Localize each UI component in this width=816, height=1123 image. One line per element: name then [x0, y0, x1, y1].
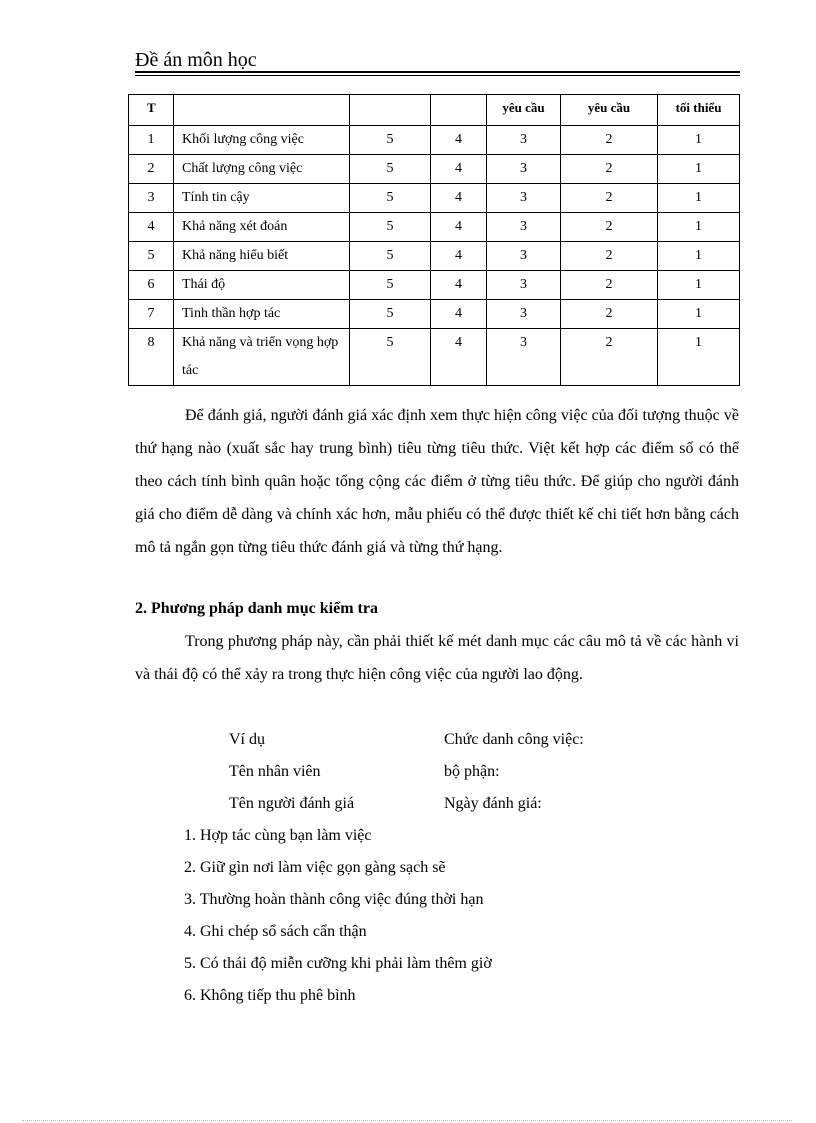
checklist-item: 1. Hợp tác cùng bạn làm việc — [184, 827, 372, 844]
score-cell: 1 — [658, 155, 740, 184]
checklist-item: 2. Giữ gìn nơi làm việc gọn gàng sạch sẽ — [184, 859, 446, 876]
row-number: 1 — [129, 126, 174, 155]
criterion-name: Khả năng hiểu biết — [174, 242, 350, 271]
score-cell: 4 — [431, 155, 487, 184]
score-cell: 3 — [487, 126, 561, 155]
criterion-name: Khả năng và triển vọng hợp tác — [174, 329, 350, 386]
row-number: 3 — [129, 184, 174, 213]
form-example-label: Ví dụ — [229, 731, 265, 748]
score-cell: 5 — [350, 242, 431, 271]
criterion-name: Chất lượng công việc — [174, 155, 350, 184]
paragraph-checklist-method: Trong phương pháp này, cần phải thiết kế mét danh mục các câu mô tả về các hành vi và thái độ có thể xảy ra trong thực hiện công việc của người lao động. — [135, 633, 739, 683]
page-header-title: Đề án môn học — [135, 49, 257, 71]
table-row — [129, 300, 740, 329]
score-cell: 5 — [350, 300, 431, 329]
table-header-cell — [174, 95, 350, 126]
checklist-item: 4. Ghi chép sổ sách cẩn thận — [184, 923, 367, 940]
criterion-name: Thái độ — [174, 271, 350, 300]
row-number: 5 — [129, 242, 174, 271]
score-cell: 4 — [431, 329, 487, 386]
form-evaluator-name-label: Tên người đánh giá — [229, 795, 355, 812]
table-row — [129, 184, 740, 213]
form-department-label: bộ phận: — [444, 763, 500, 780]
score-cell: 2 — [561, 184, 658, 213]
score-cell: 1 — [658, 271, 740, 300]
table-row — [129, 242, 740, 271]
score-cell: 5 — [350, 184, 431, 213]
score-cell: 1 — [658, 300, 740, 329]
criterion-name: Tinh thần hợp tác — [174, 300, 350, 329]
checklist-item: 6. Không tiếp thu phê bình — [184, 987, 356, 1004]
score-cell: 3 — [487, 213, 561, 242]
checklist-item: 3. Thường hoàn thành công việc đúng thời hạn — [184, 891, 484, 908]
table-header-cell: yêu cầu — [561, 95, 658, 126]
score-cell: 3 — [487, 184, 561, 213]
table-row — [129, 126, 740, 155]
table-row — [129, 213, 740, 242]
score-cell: 1 — [658, 184, 740, 213]
table-row — [129, 155, 740, 184]
form-employee-name-label: Tên nhân viên — [229, 763, 321, 780]
score-cell: 2 — [561, 155, 658, 184]
score-cell: 2 — [561, 300, 658, 329]
score-cell: 1 — [658, 329, 740, 386]
score-cell: 5 — [350, 213, 431, 242]
row-number: 2 — [129, 155, 174, 184]
header-rule-thin — [135, 75, 740, 76]
score-cell: 5 — [350, 329, 431, 386]
score-cell: 2 — [561, 126, 658, 155]
score-cell: 3 — [487, 329, 561, 386]
score-cell: 1 — [658, 213, 740, 242]
form-evaluation-date-label: Ngày đánh giá: — [444, 795, 542, 812]
table-header-cell — [431, 95, 487, 126]
row-number: 8 — [129, 329, 174, 386]
row-number: 6 — [129, 271, 174, 300]
score-cell: 2 — [561, 213, 658, 242]
score-cell: 5 — [350, 271, 431, 300]
criterion-name: Khả năng xét đoán — [174, 213, 350, 242]
score-cell: 1 — [658, 242, 740, 271]
score-cell: 4 — [431, 213, 487, 242]
score-cell: 5 — [350, 155, 431, 184]
section-heading: 2. Phương pháp danh mục kiểm tra — [135, 600, 378, 617]
score-cell: 4 — [431, 271, 487, 300]
score-cell: 4 — [431, 126, 487, 155]
score-cell: 5 — [350, 126, 431, 155]
form-job-title-label: Chức danh công việc: — [444, 731, 584, 748]
score-cell: 2 — [561, 329, 658, 386]
table-row — [129, 271, 740, 300]
score-cell: 3 — [487, 155, 561, 184]
score-cell: 4 — [431, 242, 487, 271]
table-header-cell: yêu cầu — [487, 95, 561, 126]
checklist-item: 5. Có thái độ miễn cưỡng khi phải làm thêm giờ — [184, 955, 492, 972]
row-number: 4 — [129, 213, 174, 242]
score-cell: 4 — [431, 184, 487, 213]
table-header-cell: T — [129, 95, 174, 126]
table-header-cell: tối thiểu — [658, 95, 740, 126]
page-bottom-divider — [22, 1120, 792, 1121]
table-row — [129, 329, 740, 386]
score-cell: 2 — [561, 271, 658, 300]
score-cell: 3 — [487, 300, 561, 329]
table-header-row — [129, 95, 740, 126]
criterion-name: Tính tin cậy — [174, 184, 350, 213]
paragraph-evaluation: Để đánh giá, người đánh giá xác định xem thực hiện công việc của đối tượng thuộc về thứ hạng nào (xuất sắc hay trung bình) tiêu từng tiêu thức. Việt kết hợp các điểm số có thể theo cách tính bình quân hoặc tổng cộng các điểm ở từng tiêu thức. Để giúp cho người đánh giá cho điểm dễ dàng và chính xác hơn, mẫu phiếu có thể được thiết kế chi tiết hơn bằng cách mô tả ngắn gọn từng tiêu thức đánh giá và từng thứ hạng. — [135, 407, 739, 556]
criterion-name: Khối lượng công việc — [174, 126, 350, 155]
table-header-cell — [350, 95, 431, 126]
score-cell: 3 — [487, 271, 561, 300]
score-cell: 4 — [431, 300, 487, 329]
score-cell: 3 — [487, 242, 561, 271]
evaluation-table — [128, 94, 740, 386]
row-number: 7 — [129, 300, 174, 329]
score-cell: 1 — [658, 126, 740, 155]
header-rule — [135, 71, 740, 73]
score-cell: 2 — [561, 242, 658, 271]
